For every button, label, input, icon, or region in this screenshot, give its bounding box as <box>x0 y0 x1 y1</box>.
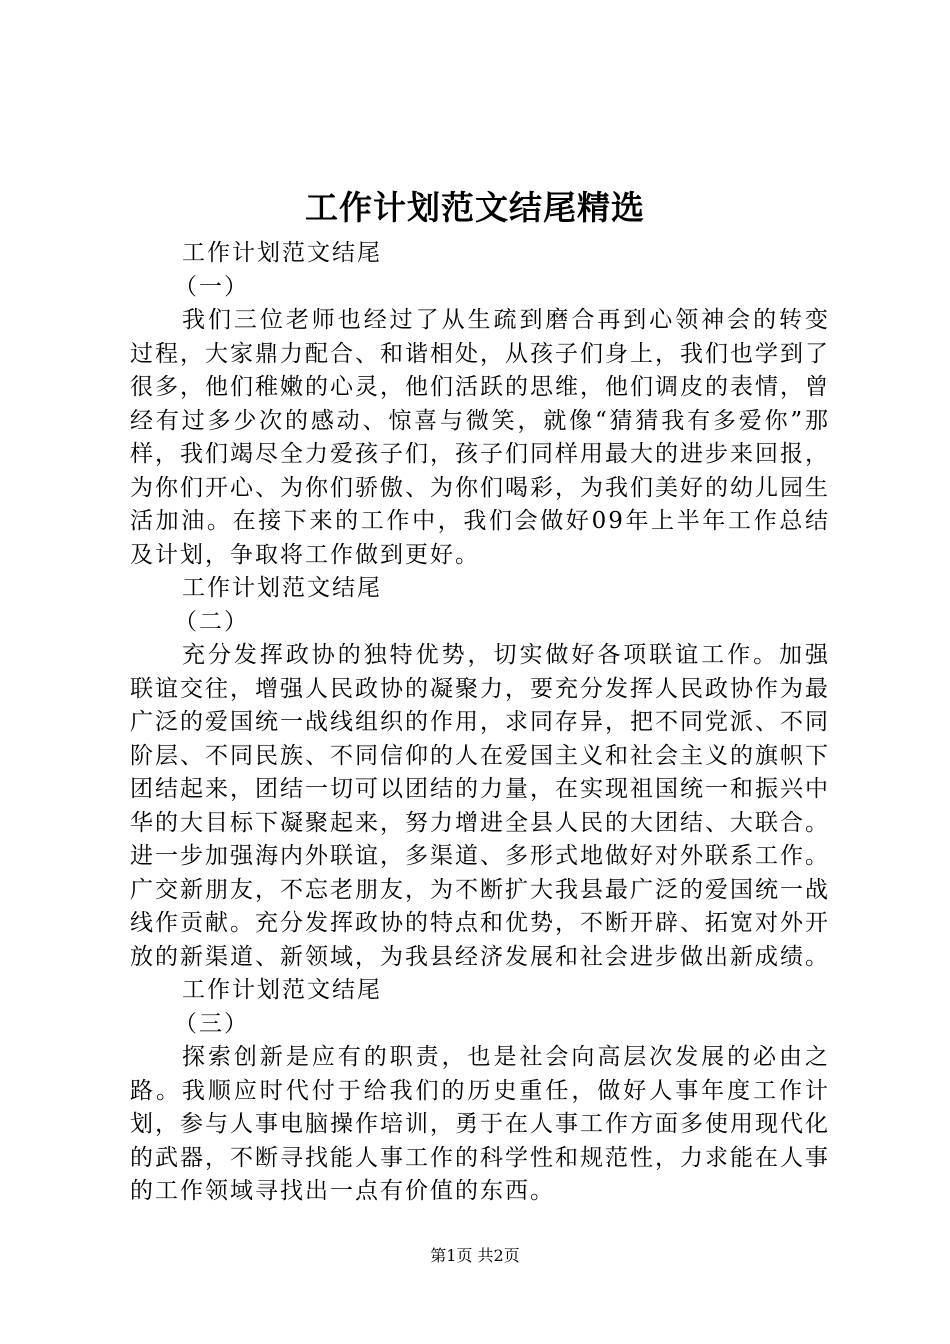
document-body <box>130 237 830 1209</box>
section-number: （三） <box>174 1010 249 1037</box>
page-footer: 第1页 共2页 <box>430 1246 520 1265</box>
section-heading: 工作计划范文结尾 <box>182 575 382 601</box>
section-paragraph: 充分发挥政协的独特优势，切实做好各项联谊工作。加强联谊交往，增强人民政协的凝聚力，要充分发挥人民政协作为最广泛的爱国统一战线组织的作用，求同存异，把不同党派、不同阶层、不同民族、不同信仰的人在爱国主义和社会主义的旗帜下团结起来，团结一切可以团结的力量，在实现祖国统一和振兴中华的大目标下凝聚起来，努力增进全县人民的大团结、大联合。进一步加强海内外联谊，多渠道、多形式地做好对外联系工作。广交新朋友，不忘老朋友，为不断扩大我县最广泛的爱国统一战线作贡献。充分发挥政协的特点和优势，不断开辟、拓宽对外开放的新渠道、新领域，为我县经济发展和社会进步做出新成绩。 <box>130 642 830 970</box>
section-heading: 工作计划范文结尾 <box>182 240 382 266</box>
section-heading: 工作计划范文结尾 <box>182 977 382 1003</box>
section-number: （二） <box>174 608 249 635</box>
section-paragraph: 探索创新是应有的职责，也是社会向高层次发展的必由之路。我顺应时代付于给我们的历史重任，做好人事年度工作计划，参与人事电脑操作培训，勇于在人事工作方面多使用现代化的武器，不断寻找能人事工作的科学性和规范性，力求能在人事的工作领域寻找出一点有价值的东西。 <box>130 1044 830 1204</box>
section-number: （一） <box>174 273 249 300</box>
section-paragraph: 我们三位老师也经过了从生疏到磨合再到心领神会的转变过程，大家鼎力配合、和谐相处，从孩子们身上，我们也学到了很多，他们稚嫩的心灵，他们活跃的思维，他们调皮的表情，曾经有过多少次的感动、惊喜与微笑，就像“猜猜我有多爱你”那样，我们竭尽全力爱孩子们，孩子们同样用最大的进步来回报，为你们开心、为你们骄傲、为你们喝彩，为我们美好的幼儿园生活加油。在接下来的工作中，我们会做好09年上半年工作总结及计划，争取将工作做到更好。 <box>130 307 830 568</box>
document-title: 工作计划范文结尾精选 <box>305 188 645 227</box>
